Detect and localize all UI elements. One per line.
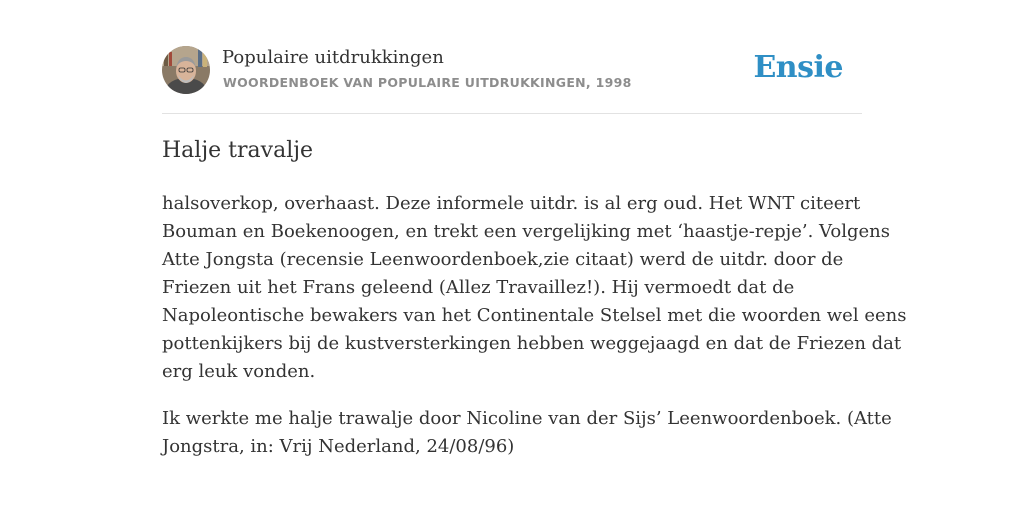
source-subtitle: WOORDENBOEK VAN POPULAIRE UITDRUKKINGEN, 1998 (223, 75, 632, 90)
header-divider (162, 113, 862, 114)
definition-line: Bouman en Boekenoogen, en trekt een vergelijking met ‘haastje-repje’. Volgens (162, 221, 890, 242)
citation-line: Jongstra, in: Vrij Nederland, 24/08/96) (162, 436, 515, 457)
definition-line: erg leuk vonden. (162, 361, 316, 382)
entry-term: Halje travalje (162, 138, 314, 163)
source-header (162, 46, 862, 96)
citation-line: Ik werkte me halje trawalje door Nicoline van der Sijs’ Leenwoordenboek. (Atte (162, 408, 892, 429)
definition-line: Napoleontische bewakers van het Continentale Stelsel met die woorden wel eens (162, 305, 907, 326)
avatar-image (162, 46, 210, 94)
source-title[interactable]: Populaire uitdrukkingen (222, 47, 444, 68)
ensie-logo-link[interactable]: Ensie (753, 50, 843, 85)
definition-line: pottenkijkers bij de kustversterkingen hebben weggejaagd en dat de Friezen dat (162, 333, 902, 354)
definition-line: Atte Jongsta (recensie Leenwoordenboek,zie citaat) werd de uitdr. door de (162, 249, 844, 270)
author-avatar[interactable] (162, 46, 210, 94)
definition-paragraph (162, 190, 907, 386)
citation-paragraph (162, 405, 892, 461)
definition-line: halsoverkop, overhaast. Deze informele uitdr. is al erg oud. Het WNT citeert (162, 193, 861, 214)
entry-definition (162, 190, 907, 480)
definition-line: Friezen uit het Frans geleend (Allez Travaillez!). Hij vermoedt dat de (162, 277, 795, 298)
